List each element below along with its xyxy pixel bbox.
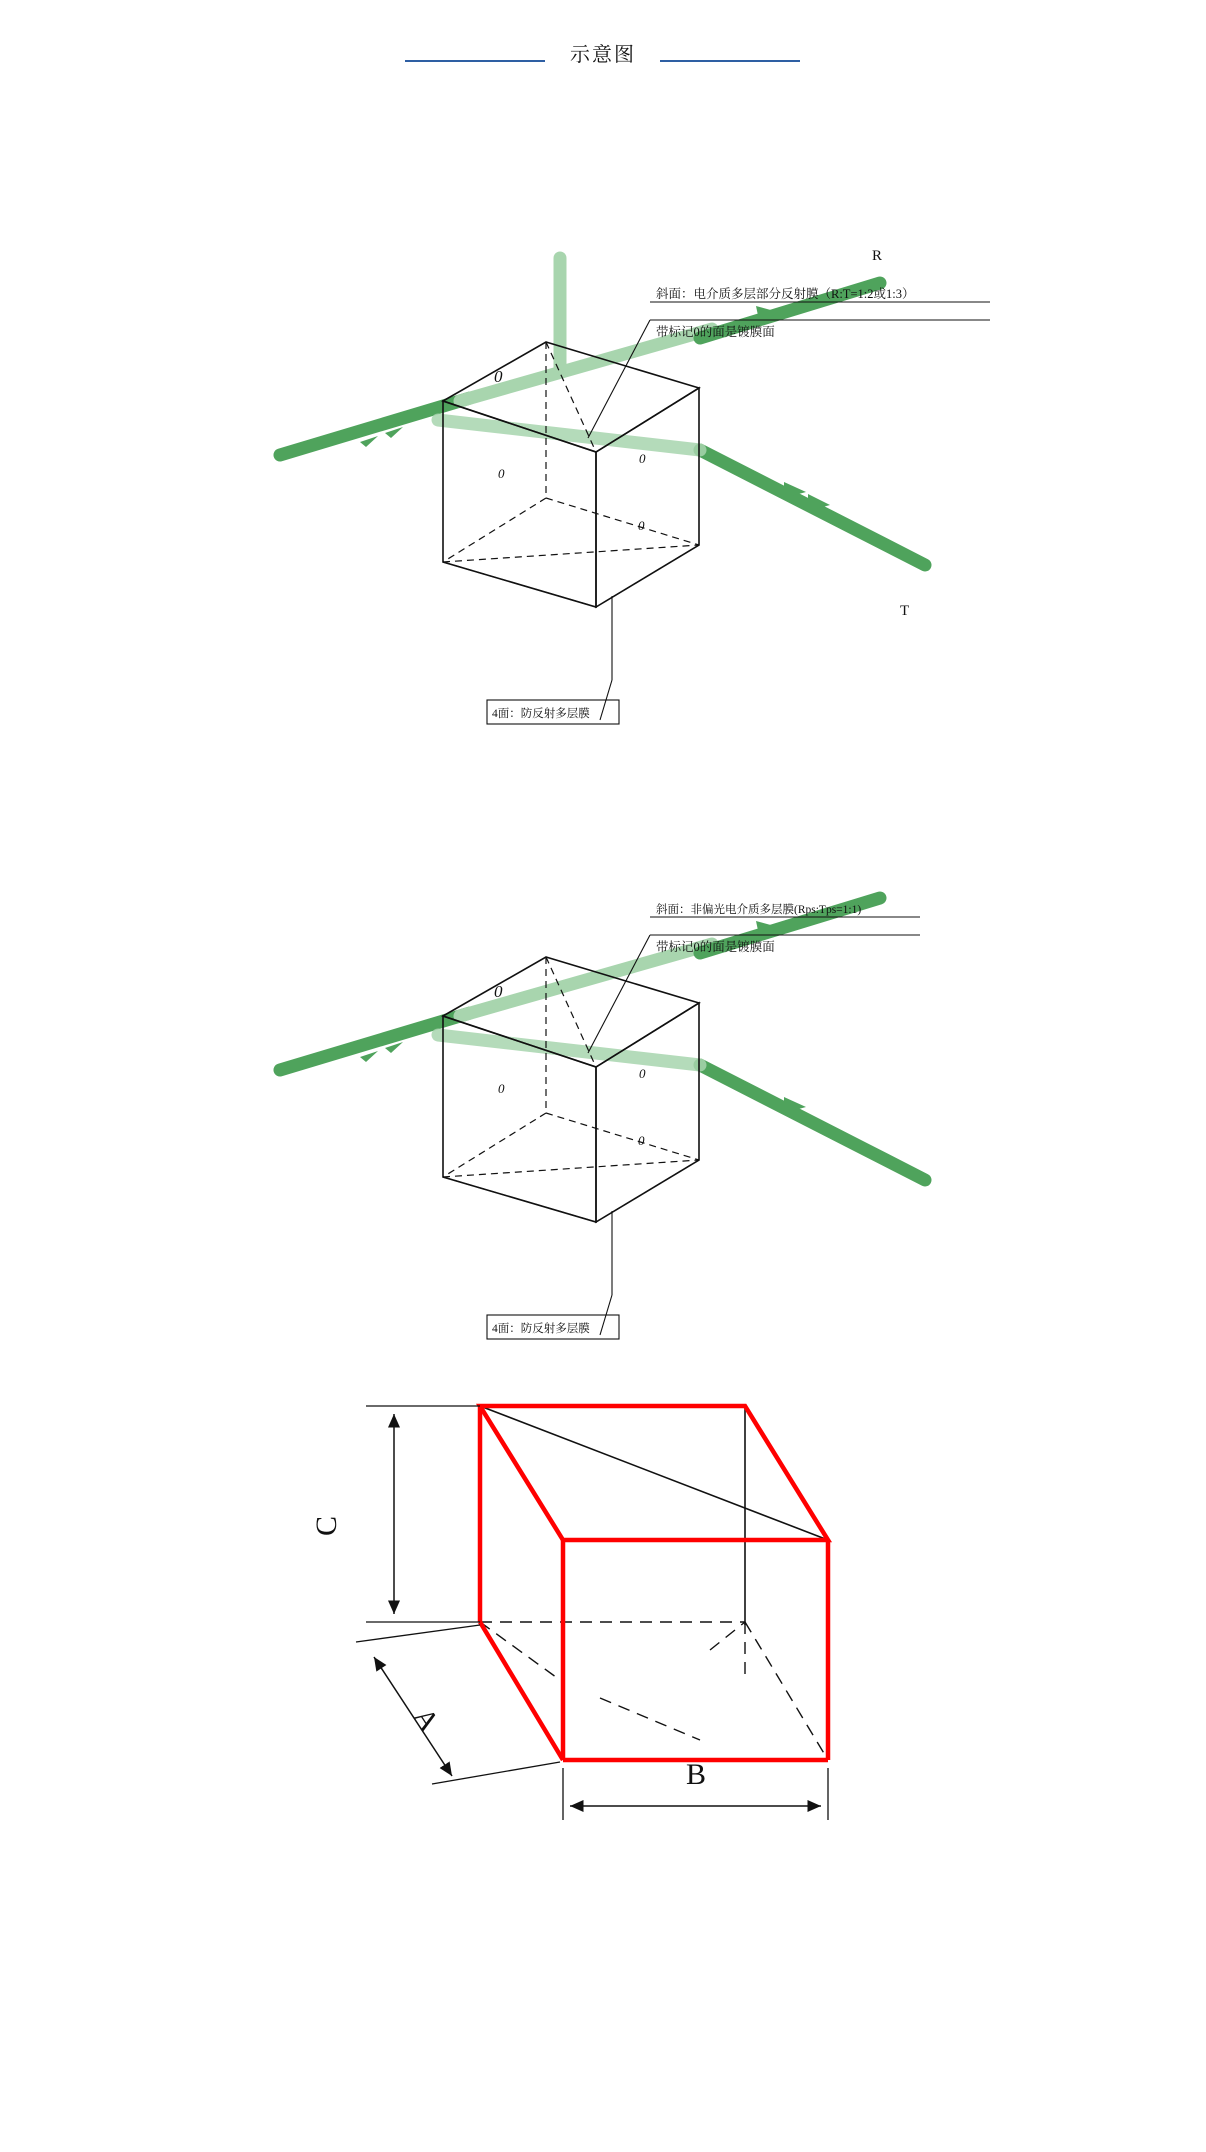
dimension-B xyxy=(563,1758,828,1820)
beam-label-T: T xyxy=(900,603,910,619)
annotation-bottom-ar-text: 4面：防反射多层膜 xyxy=(492,708,590,720)
beam-internal-diagonal-2 xyxy=(438,1035,700,1065)
face-mark-0-right-2: 0 xyxy=(639,1066,646,1081)
cube-construction-edges xyxy=(480,1406,828,1625)
cube-construction-hidden xyxy=(480,1622,828,1760)
beam-transmitted-2 xyxy=(700,1065,925,1180)
cube-outline-2 xyxy=(443,957,699,1222)
annotation-hypotenuse-text-2: 斜面：非偏光电介质多层膜(Rps:Tps=1:1) xyxy=(656,904,862,916)
dimension-label-A: A xyxy=(406,1701,446,1738)
annotation-hypotenuse-text: 斜面：电介质多层部分反射膜（R:T=1:2或1:3） xyxy=(656,287,915,301)
cube-red-outline xyxy=(480,1406,828,1760)
face-mark-0-center: 0 xyxy=(534,492,541,507)
annotation-bottom-ar-2 xyxy=(487,1211,619,1339)
dimension-label-B: B xyxy=(685,1758,707,1791)
annotation-bottom-ar-text-2: 4面：防反射多层膜 xyxy=(492,1323,590,1335)
beam-label-R: R xyxy=(872,248,883,264)
page-title: 示意图 xyxy=(556,38,650,67)
annotation-mark-text-2: 带标记0的面是镀膜面 xyxy=(656,940,775,954)
beam-internal-diagonal xyxy=(438,420,700,450)
dimension-label-C: C xyxy=(310,1515,343,1537)
figure-non-polarizing-cube xyxy=(0,760,1206,1380)
beam-transmitted xyxy=(700,450,925,565)
header-rule-left xyxy=(405,60,545,62)
dimension-C xyxy=(310,1406,480,1622)
header-rule-right xyxy=(660,60,800,62)
face-mark-0-left: 0 xyxy=(498,466,505,481)
page-header xyxy=(0,34,1206,70)
annotation-bottom-ar xyxy=(487,596,619,724)
face-mark-0-top: 0 xyxy=(494,367,503,386)
beam-through-cube-2 xyxy=(460,944,712,1016)
face-mark-0-left-2: 0 xyxy=(498,1081,505,1096)
annotation-hypotenuse-2 xyxy=(588,902,920,1053)
face-mark-0-right: 0 xyxy=(639,451,646,466)
figure-beamsplitter-ratio-cube xyxy=(0,120,1206,740)
annotation-mark-text: 带标记0的面是镀膜面 xyxy=(656,325,775,339)
face-mark-0-lower: 0 xyxy=(638,518,645,533)
face-mark-0-top-2: 0 xyxy=(494,982,503,1001)
face-mark-0-lower-2: 0 xyxy=(638,1133,645,1148)
figure-dimension-cube xyxy=(0,1380,1206,2140)
cube-outline xyxy=(443,342,699,607)
